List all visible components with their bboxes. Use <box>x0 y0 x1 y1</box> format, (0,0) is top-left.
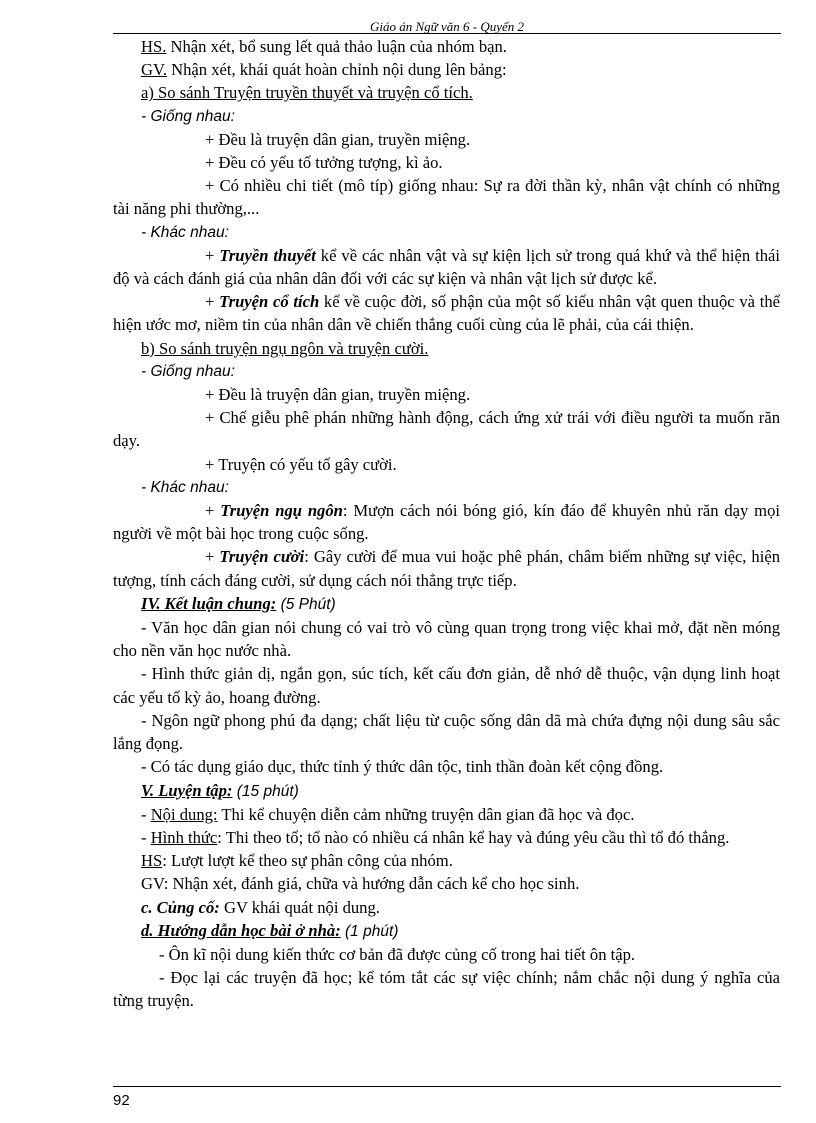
section-heading: d. Hướng dẫn học bài ở nhà: (1 phút) <box>141 920 399 940</box>
speaker-label: HS <box>141 851 163 871</box>
paragraph: - Hình thức: Thi theo tổ; tổ nào có nhiều cá nhân kể hay và đúng yêu cầu thì tổ đó thắng. <box>141 827 730 847</box>
footer-divider <box>113 1086 781 1087</box>
subheading: a) So sánh Truyện truyền thuyết và truyện cổ tích. <box>141 83 473 103</box>
speaker-label: GV. <box>141 60 167 80</box>
page-number: 92 <box>113 1092 130 1109</box>
paragraph: - Có tác dụng giáo dục, thức tỉnh ý thức dân tộc, tinh thần đoàn kết cộng đồng. <box>141 757 664 777</box>
document-body <box>113 35 780 1013</box>
section-heading: IV. Kết luận chung: (5 Phút) <box>141 593 336 613</box>
paragraph: - Nội dung: Thi kể chuyện diễn cảm những truyện dân gian đã học và đọc. <box>141 804 635 824</box>
list-item: + Truyện ngụ ngôn: Mượn cách nói bóng gió, kín đáo để khuyên nhủ răn dạy mọi người về một bài học trong cuộc sống. <box>113 501 780 544</box>
paragraph: - Đọc lại các truyện đã học; kể tóm tắt các sự việc chính; nắm chắc nội dung ý nghĩa của từng truyện. <box>113 968 780 1011</box>
list-item: + Truyện có yếu tố gây cười. <box>205 454 397 474</box>
header-divider <box>113 33 781 34</box>
list-label: - Khác nhau: <box>141 223 229 241</box>
list-item: + Đều có yếu tố tưởng tượng, kì ảo. <box>205 153 443 173</box>
list-label: - Giống nhau: <box>141 107 235 125</box>
paragraph: GV: Nhận xét, đánh giá, chữa và hướng dẫn cách kể cho học sinh. <box>141 874 580 894</box>
list-label: - Khác nhau: <box>141 478 229 496</box>
header-title: Giáo án Ngữ văn 6 - Quyển 2 <box>369 20 525 33</box>
list-item: + Truyện cổ tích kể về cuộc đời, số phận của một số kiểu nhân vật quen thuộc và thể hiện ước mơ, niềm tin của nhân dân về chiến thắng cuối cùng của lẽ phải, của cái thiện. <box>113 292 780 335</box>
paragraph: - Hình thức giản dị, ngắn gọn, súc tích, kết cấu đơn giản, dễ nhớ dễ thuộc, vận dụng linh hoạt các yếu tố kỳ ảo, hoang đường. <box>113 664 780 707</box>
list-label: - Giống nhau: <box>141 362 235 380</box>
list-item: + Đều là truyện dân gian, truyền miệng. <box>205 385 471 405</box>
paragraph: - Ngôn ngữ phong phú đa dạng; chất liệu từ cuộc sống dân dã mà chứa đựng nội dung sâu sắc lắng đọng. <box>113 710 780 754</box>
paragraph: GV. Nhận xét, khái quát hoàn chỉnh nội dung lên bảng: <box>141 60 507 80</box>
paragraph: - Ôn kĩ nội dung kiến thức cơ bản đã được củng cố trong hai tiết ôn tập. <box>159 944 636 964</box>
speaker-label: HS. <box>141 37 167 56</box>
section-heading: V. Luyện tập: (15 phút) <box>141 780 299 800</box>
paragraph: HS. Nhận xét, bổ sung lết quả thảo luận của nhóm bạn. <box>141 37 507 56</box>
list-item: + Chế giễu phê phán những hành động, cách ứng xử trái với điều người ta muốn răn dạy. <box>113 408 780 451</box>
subheading: b) So sánh truyện ngụ ngôn và truyện cười. <box>141 338 429 358</box>
list-item: + Có nhiều chi tiết (mô típ) giống nhau: Sự ra đời thần kỳ, nhân vật chính có những tài năng phi thường,... <box>113 176 780 219</box>
list-item: + Truyền thuyết kể về các nhân vật và sự kiện lịch sử trong quá khứ và thể hiện thái độ và cách đánh giá của nhân dân đối với các sự kiện và nhân vật lịch sử được kể. <box>113 245 780 289</box>
list-item: + Truyện cười: Gây cười để mua vui hoặc phê phán, châm biếm những sự việc, hiện tượng, tính cách đáng cười, sử dụng cách nói thẳng trực tiếp. <box>113 547 780 590</box>
paragraph: - Văn học dân gian nói chung có vai trò vô cùng quan trọng trong việc khai mở, đặt nền móng cho nền văn học nước nhà. <box>113 618 780 661</box>
list-item: + Đều là truyện dân gian, truyền miệng. <box>205 129 471 149</box>
paragraph: HS: Lượt lượt kể theo sự phân công của nhóm. <box>141 851 453 871</box>
section-heading: c. Củng cố: GV khái quát nội dung. <box>141 897 380 917</box>
